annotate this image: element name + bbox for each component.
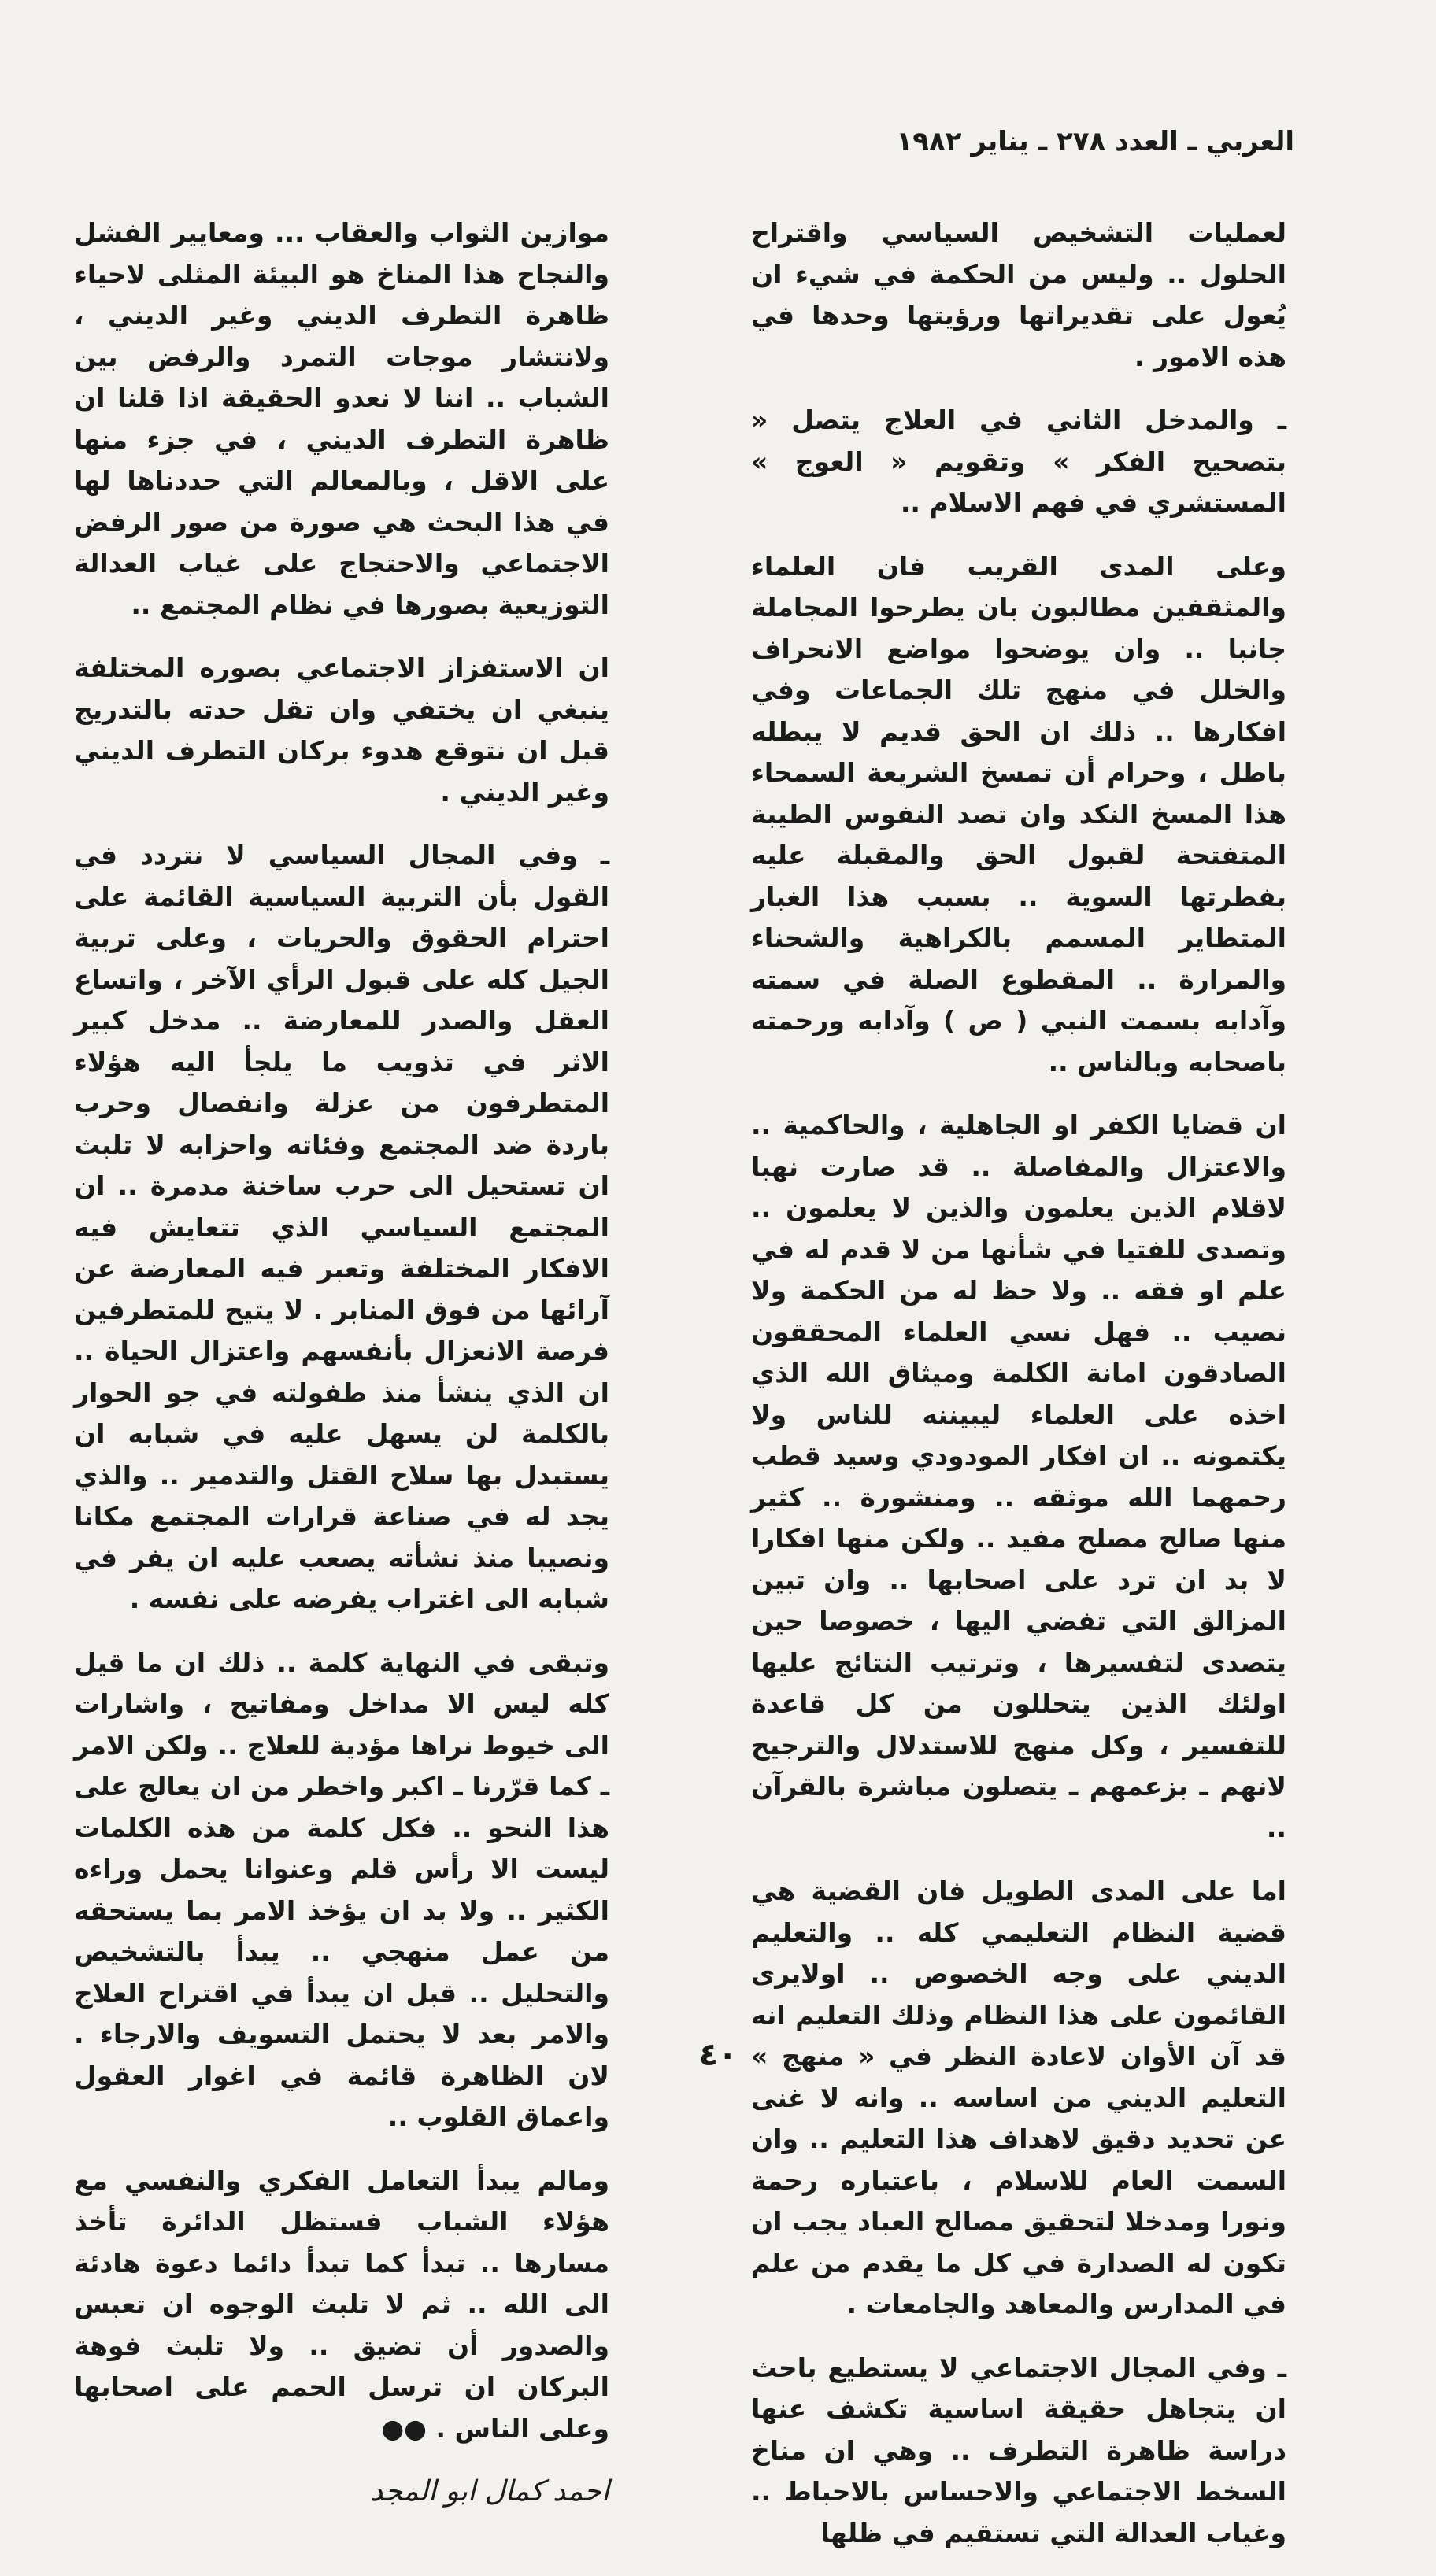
right-column	[751, 213, 1286, 2576]
page-number: ٤٠	[698, 2037, 738, 2073]
running-head: العربي ـ العدد ٢٧٨ ـ يناير ١٩٨٢	[896, 126, 1294, 157]
paragraph: ومالم يبدأ التعامل الفكري والنفسي مع هؤلاء الشباب فستظل الدائرة تأخذ مسارها .. تبدأ كما تبدأ دائما دعوة هادئة الى الله .. ثم لا تلبث الوجوه ان تعبس والصدور أن تضيق .. ولا تلبث فوهة البركان ان ترسل الحمم على اصحابها وعلى الناس . ●●	[74, 2164, 609, 2444]
paragraph: وعلى المدى القريب فان العلماء والمثقفين مطالبون بان يطرحوا المجاملة جانبا .. وان يوضحوا مواضع الانحراف والخلل في منهج تلك الجماعات وفي افكارها .. ذلك ان الحق قديم لا يبطله باطل ، وحرام أن تمسخ الشريعة السمحاء هذا المسخ النكد وان تصد النفوس الطيبة المتفتحة لقبول الحق والمقبلة عليه بفطرتها السوية .. بسبب هذا الغبار المتطاير المسمم بالكراهية والشحناء والمرارة .. المقطوع الصلة في سمته وآدابه بسمت النبي ( ص ) وآدابه ورحمته باصحابه وبالناس ..	[751, 550, 1286, 1077]
paragraph: ـ والمدخل الثاني في العلاج يتصل « بتصحيح الفكر » وتقويم « العوج » المستشري في فهم الاسلام ..	[751, 405, 1286, 518]
paragraph: ـ وفي المجال السياسي لا نتردد في القول بأن التربية السياسية القائمة على احترام الحقوق والحريات ، وعلى تربية الجيل كله على قبول الرأي الآخر ، واتساع العقل والصدر للمعارضة .. مدخل كبير الاثر في تذويب ما يلجأ اليه هؤلاء المتطرفون من عزلة وانفصال وحرب باردة ضد المجتمع وفئاته واحزابه لا تلبث ان تستحيل الى حرب ساخنة مدمرة .. ان المجتمع السياسي الذي تتعايش فيه الافكار المختلفة وتعبر فيه المعارضة عن آرائها من فوق المنابر . لا يتيح للمتطرفين فرصة الانعزال بأنفسهم واعتزال الحياة .. ان الذي ينشأ منذ طفولته في جو الحوار بالكلمة لن يسهل عليه في شبابه ان يستبدل بها سلاح القتل والتدمير .. والذي يجد له في صناعة قرارات المجتمع مكانا ونصيبا منذ نشأته يصعب عليه ان يفر في شبابه الى اغتراب يفرضه على نفسه .	[74, 840, 609, 1614]
paragraph: ـ وفي المجال الاجتماعي لا يستطيع باحث ان يتجاهل حقيقة اساسية تكشف عنها دراسة ظاهرة التطرف .. وهي ان مناخ السخط الاجتماعي والاحساس بالاحباط .. وغياب العدالة التي تستقيم في ظلها	[751, 2352, 1286, 2548]
author-signature: احمد كمال ابو المجد	[370, 2475, 609, 2508]
paragraph: اما على المدى الطويل فان القضية هي قضية النظام التعليمي كله .. والتعليم الديني على وجه الخصوص .. اولايرى القائمون على هذا النظام وذلك التعليم انه قد آن الأوان لاعادة النظر في « منهج » التعليم الديني من اساسه .. وانه لا غنى عن تحديد دقيق لاهداف هذا التعليم .. وان السمت العام للاسلام ، باعتباره رحمة ونورا ومدخلا لتحقيق مصالح العباد يجب ان تكون له الصدارة في كل ما يقدم من علم في المدارس والمعاهد والجامعات .	[751, 1876, 1286, 2319]
paragraph: ان الاستفزاز الاجتماعي بصوره المختلفة ينبغي ان يختفي وان تقل حدته بالتدريج قبل ان نتوقع هدوء بركان التطرف الديني وغير الديني .	[74, 652, 609, 808]
left-column	[74, 213, 609, 2513]
paragraph: لعمليات التشخيص السياسي واقتراح الحلول .. وليس من الحكمة في شيء ان يُعول على تقديراتها ورؤيتها وحدها في هذه الامور .	[751, 217, 1286, 372]
paragraph: موازين الثواب والعقاب ... ومعايير الفشل والنجاح هذا المناخ هو البيئة المثلى لاحياء ظاهرة التطرف الديني وغير الديني ، ولانتشار موجات التمرد والرفض بين الشباب .. اننا لا نعدو الحقيقة اذا قلنا ان ظاهرة التطرف الديني ، في جزء منها على الاقل ، وبالمعالم التي حددناها لها في هذا البحث هي صورة من صور الرفض الاجتماعي والاحتجاج على غياب العدالة التوزيعية بصورها في نظام المجتمع ..	[74, 217, 609, 620]
paragraph: ان قضايا الكفر او الجاهلية ، والحاكمية .. والاعتزال والمفاصلة .. قد صارت نهبا لاقلام الذين يعلمون والذين لا يعلمون .. وتصدى للفتيا في شأنها من لا قدم له في علم او فقه .. ولا حظ له من الحكمة ولا نصيب .. فهل نسي العلماء المحققون الصادقون امانة الكلمة وميثاق الله الذي اخذه على العلماء ليبيننه للناس ولا يكتمونه .. ان افكار المودودي وسيد قطب رحمهما الله موثقه .. ومنشورة .. كثير منها صالح مصلح مفيد .. ولكن منها افكارا لا بد ان ترد على اصحابها .. وان تبين المزالق التي تفضي اليها ، خصوصا حين يتصدى لتفسيرها ، وترتيب النتائج عليها اولئك الذين يتحللون من كل قاعدة للتفسير ، وكل منهج للاستدلال والترجيح لانهم ـ بزعمهم ـ يتصلون مباشرة بالقرآن ..	[751, 1110, 1286, 1843]
paragraph: وتبقى في النهاية كلمة .. ذلك ان ما قيل كله ليس الا مداخل ومفاتيح ، واشارات الى خيوط نراها مؤدية للعلاج .. ولكن الامر ـ كما قرّرنا ـ اكبر واخطر من ان يعالج على هذا النحو .. فكل كلمة من هذه الكلمات ليست الا رأس قلم وعنوانا يحمل وراءه الكثير .. ولا بد ان يؤخذ الامر بما يستحقه من عمل منهجي .. يبدأ بالتشخيص والتحليل .. قبل ان يبدأ في اقتراح العلاج والامر بعد لا يحتمل التسويف والارجاء . لان الظاهرة قائمة في اغوار العقول واعماق القلوب ..	[74, 1646, 609, 2132]
